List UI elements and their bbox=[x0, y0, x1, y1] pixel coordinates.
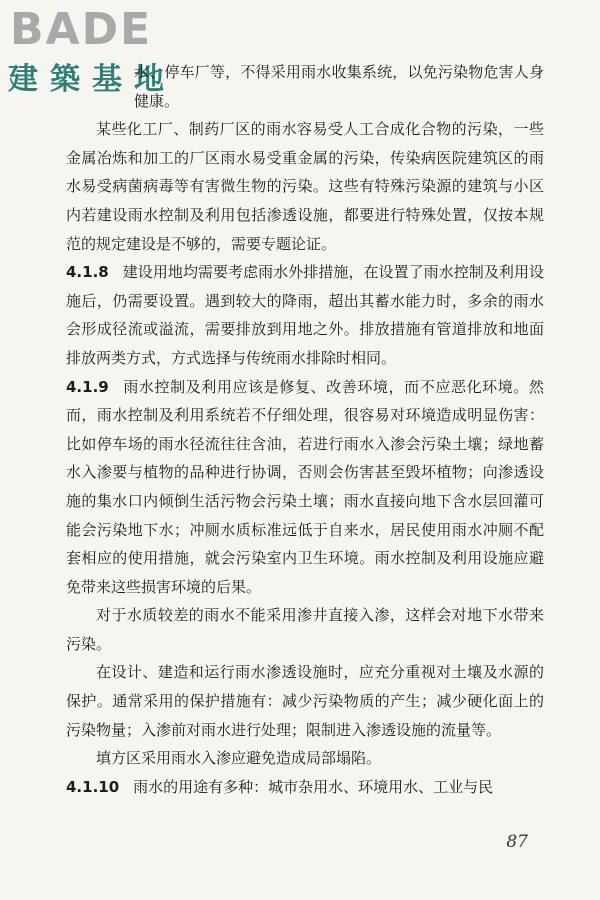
clause-number: 4.1.9 bbox=[66, 377, 109, 396]
document-body bbox=[66, 58, 544, 801]
paragraph-text: 填方区采用雨水入渗应避免造成局部塌陷。 bbox=[96, 749, 382, 768]
paragraph bbox=[66, 601, 544, 658]
clause-4-1-10 bbox=[66, 773, 544, 802]
clause-number: 4.1.8 bbox=[66, 263, 109, 282]
clause-number: 4.1.10 bbox=[66, 777, 120, 796]
logo-latin: BADE bbox=[10, 4, 153, 55]
paragraph-text: 水、停车厂等，不得采用雨水收集系统，以免污染物危害人身健康。 bbox=[134, 63, 544, 110]
logo-chinese: 建築基地 bbox=[8, 62, 176, 97]
clause-text: 建设用地均需要考虑雨水外排措施，在设置了雨水控制及利用设施后，仍需要设置。遇到较大的降雨，超出其蓄水能力时，多余的雨水会形成径流或溢流，需要排放到用地之外。排放措施有管道排放和地面排放两类方式，方式选择与传统雨水排除时相同。 bbox=[66, 263, 544, 367]
paragraph bbox=[66, 115, 544, 258]
paragraph-continued bbox=[66, 58, 544, 115]
paragraph bbox=[66, 658, 544, 744]
paragraph-text: 对于水质较差的雨水不能采用渗井直接入渗，这样会对地下水带来污染。 bbox=[66, 606, 544, 653]
clause-4-1-9 bbox=[66, 373, 544, 602]
clause-text: 雨水的用途有多种：城市杂用水、环境用水、工业与民 bbox=[133, 777, 494, 796]
clause-4-1-8 bbox=[66, 258, 544, 372]
paragraph-text: 在设计、建造和运行雨水渗透设施时，应充分重视对土壤及水源的保护。通常采用的保护措施有：减少污染物质的产生；减少硬化面上的污染物量；入渗前对雨水进行处理；限制进入渗透设施的流量等。 bbox=[66, 663, 544, 739]
paragraph-text: 某些化工厂、制药厂区的雨水容易受人工合成化合物的污染，一些金属冶炼和加工的厂区雨水易受重金属的污染，传染病医院建筑区的雨水易受病菌病毒等有害微生物的污染。这些有特殊污染源的建筑与小区内若建设雨水控制及利用包括渗透设施，都要进行特殊处置，仅按本规范的规定建设是不够的，需要专题论证。 bbox=[66, 120, 544, 253]
paragraph bbox=[66, 744, 544, 773]
clause-text: 雨水控制及利用应该是修复、改善环境，而不应恶化环境。然而，雨水控制及利用系统若不仔细处理，很容易对环境造成明显伤害：比如停车场的雨水径流往往含油，若进行雨水入渗会污染土壤；绿地蓄水入渗要与植物的品种进行协调，否则会伤害甚至毁坏植物；向渗透设施的集水口内倾倒生活污物会污染土壤；雨水直接向地下含水层回灌可能会污染地下水；冲厕水质标准远低于自来水，居民使用雨水冲厕不配套相应的使用措施，就会污染室内卫生环境。雨水控制及利用设施应避免带来这些损害环境的后果。 bbox=[66, 377, 544, 596]
page-number: 87 bbox=[506, 832, 528, 852]
